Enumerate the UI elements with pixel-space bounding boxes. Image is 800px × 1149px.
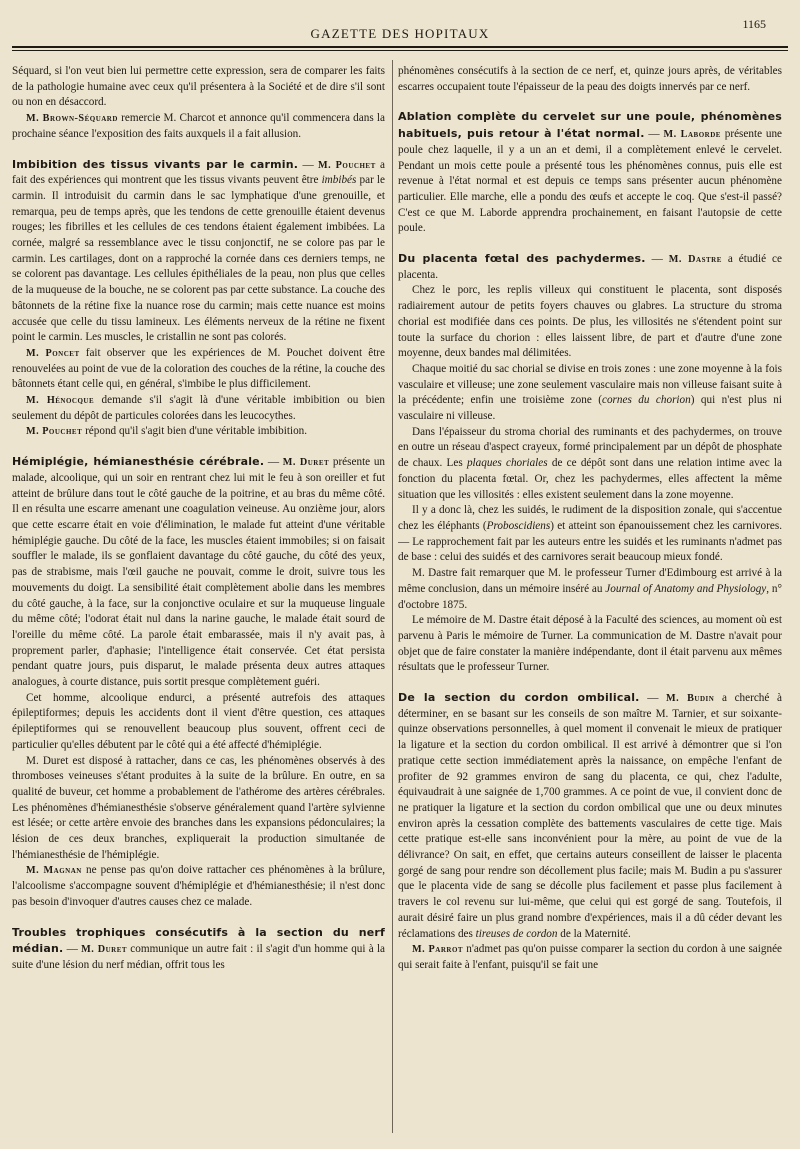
paragraph: [398, 503, 782, 566]
article-continuation-charcot: [12, 64, 385, 143]
paragraph-text: présente une poule chez laquelle, il y a un an et demi, il a complètement enlevé le cervelet. Pendant un mois cette poule a présenté tous les phénomènes connus, puis elle est revenue à l'état normal et est depuis ce temps sans présenter aucun phénomène particulier. Elle marche, elle a pondu des œufs et accepte le coq. Que s'est-il passé? C'est ce que M. Laborde apprendra prochainement, en faisant l'autopsie de cette poule.: [398, 128, 782, 235]
paragraph-text: a cherché à déterminer, en se basant sur les conseils de son maître M. Tarnier, et sur soixante-quinze observations personnelles, à quel moment il convenait le mieux de pratiquer la ligature et la section du cordon ombilical. Il est arrivé à démontrer que si l'on pratique cette section immédiatement après la naissance, on empêche l'enfant de profiter de 92 grammes environ de sang du placenta, ce qui, chez l'adulte, équivaudrait à une saignée de 1,700 grammes. A ce point de vue, il convient donc de ne pratiquer la ligature et la section du cordon ombilical que une ou deux minutes environ après la cessation complète des battements vasculaires de cette tige. Mais cette pratique est-elle sans inconvénient pour la mère, au point de vue de la délivrance? On sait, en effet, que certains auteurs conseillent de laisser le placenta gorgé de sang pour rendre son décollement plus facile; mais M. Budin a pu s'assurer que le placenta vide de sang se décolle plus facilement et passe plus facilement à travers le col revenu sur lui-même, que celui qui est gorgé de sang. Toutefois, il aurait désiré faire un plus grand nombre d'expériences, mais il a dû céder devant les réclamations des: [398, 692, 782, 940]
paragraph-text: présente un malade, alcoolique, qui un soir en rentrant chez lui mit le feu à son oreiller et fut atteint de brûlure dans tout le côté gauche de la poitrine, et au bras du même côté. Il en résulta une escarre amenant une coagulation veineuse. Au onzième jour, alors que cette escarre était en voie d'élimination, le malade fut atteint d'une véritable hémiplégie gauche. Du côté de la face, les muscles étaient immobiles; si on faisait souffler le malade, ils se gonflaient davantage du côté gauche, du côté des yeux, pas de strabisme, mais l'œil gauche ne pouvait, comme le droit, suivre tous les mouvements du doigt. La sensibilité était complètement abolie dans les membres du côté gauche, à la face, sur la conjonctive oculaire et sur la muqueuse linguale du même côté; l'odorat était nul dans la narine gauche, le malade était sourd de l'oreille du même côté. La parole était embarassée, mais il n'y avait pas, à proprement parler, d'aphasie; l'intelligence était conservée. Cet état persista pendant quatre jours, puis disparut, le malade présenta deux autres attaques analogues, à courte distance, puis sortit presque complètement guéri.: [12, 456, 385, 689]
paragraph: [398, 362, 782, 425]
left-column: [12, 64, 385, 1139]
article-troubles-continuation: [398, 64, 782, 95]
article-title: De la section du cordon ombilical.: [398, 691, 640, 705]
paragraph: [398, 942, 782, 973]
paragraph: [12, 925, 385, 974]
speaker-name: M. Pouchet: [26, 426, 83, 438]
speaker-name: M. Magnan: [26, 865, 82, 877]
emphasis-text: Proboscidiens: [486, 519, 551, 532]
title-dash: —: [63, 943, 82, 956]
article-title: Ablation complète du cervelet sur une poule, phénomènes habituels, puis retour à l'état normal.: [398, 110, 782, 141]
paragraph: [398, 690, 782, 942]
speaker-name: M. Poncet: [26, 347, 80, 359]
paragraph: [12, 454, 385, 691]
paragraph-text: Dans l'épaisseur du stroma chorial des ruminants et des pachydermes, on trouve en outre un réseau d'aspect crayeux, formé principalement par un dépôt de phosphate de chaux. Les: [398, 425, 782, 470]
emphasis-text: tireuses de cordon: [475, 927, 558, 940]
paragraph-text: Il y a donc là, chez les suidés, le rudiment de la disposition zonale, qui s'accentue chez les éléphants (: [398, 504, 782, 532]
paragraph-text: de ce dépôt sont dans une relation intime avec la fonction du placenta fœtal. Or, chez les pachydermes, elles affectent la même situation que les villosités : elles existent seulement dans la zone moyenne.: [398, 457, 782, 501]
paragraph: [398, 566, 782, 613]
speaker-name: M. Duret: [81, 944, 128, 956]
speaker-name: M. Dastre: [668, 254, 722, 266]
paragraph: [398, 251, 782, 283]
speaker-name: M. Pouchet: [317, 159, 376, 171]
article-title: Du placenta fœtal des pachydermes.: [398, 252, 646, 266]
paragraph: M. Duret est disposé à rattacher, dans ce cas, les phénomènes observés à des thromboses veineuses s'étant produites à la suite de la brûlure. En outre, en sa qualité de buveur, cet homme a probablement de l'athérome des artères cérébrales. Les phénomènes d'hémianesthésie s'observe généralement quand l'artère sylvienne est lésée; or cette artère envoie des branches dans les expansions pédonculaires; la lésion de ces deux branches, expliquerait la production simultanée de l'hémianesthésie de l'hémiplégie.: [12, 754, 385, 861]
paragraph-text: par le carmin. Il introduisit du carmin dans le sac lymphatique d'une grenouille, et remarqua, peu de temps après, que les tendons de cette grenouille étaient devenus rouges; les fibrilles et les cellules de ces tendons étaient également imbibées. La cornée, malgré sa ressemblance avec le tissu conjonctif, ne se colore pas par le carmin. Les cartilages, dont on a rapproché la cornée dans ces derniers temps, ne se colorent pas davantage. Les cellules épithéliales de la peau, non plus que celles de la muqueuse de la bouche, ne se colorent pas par cette substance. La couche des bâtonnets de la rétine fixe la nuance rose du carmin; mais cette nuance est moins accusée que celle du tissu lamineux. Les éléments nerveux de la rétine ne fixent point le carmin. Les muscles, le cristallin ne sont pas colorés.: [12, 174, 385, 344]
paragraph-text: fait observer que les expériences de M. Pouchet doivent être renouvelées au point de vue de la coloration des couches de la rétine, la couche des bâtonnets étant celle qui, en général, s'imbibe le plus difficilement.: [12, 346, 385, 391]
emphasis-text: imbibés: [321, 174, 357, 187]
speaker-name: M. Parrot: [412, 944, 464, 956]
article-hemiplegie: [12, 454, 385, 910]
speaker-name: M. Brown-Séquard: [26, 113, 118, 125]
title-dash: —: [264, 456, 283, 469]
article-title: Imbibition des tissus vivants par le carmin.: [12, 157, 299, 171]
page-header: [0, 0, 800, 60]
emphasis-text: plaques choriales: [466, 457, 548, 470]
article-cordon-ombilical: [398, 690, 782, 974]
right-column: [398, 64, 782, 1139]
emphasis-text: Journal of Anatomy and Physiology: [605, 582, 767, 595]
paragraph-text: ) qui n'est plus ni vasculaire ni villeuse.: [398, 394, 782, 423]
paragraph-text: remercie M. Charcot et annonce qu'il commencera dans la prochaine séance l'exposition des faits auxquels il a fait allusion.: [12, 112, 385, 140]
paragraph-text: Chaque moitié du sac chorial se divise en trois zones : une zone moyenne à la fois vasculaire et villeuse; une zone seulement vasculaire mais non villeuse faisant suite à la précédente; enfin une troisième zone (: [398, 362, 782, 407]
paragraph-text: , n° d'octobre 1875.: [398, 582, 782, 611]
paragraph-text: ne pense pas qu'on doive rattacher ces phénomènes à la brûlure, l'alcoolisme s'accompagne souvent d'hémiplégie et d'hémianesthésie; il n'est donc pas besoin d'invoquer d'autres causes chez ce malade.: [12, 864, 385, 908]
article-title: Troubles trophiques consécutifs à la section du nerf médian.: [12, 925, 385, 956]
emphasis-text: cornes du chorion: [602, 394, 691, 407]
paragraph: [12, 346, 385, 393]
paragraph-text: M. Dastre fait remarquer que M. le professeur Turner d'Edimbourg est arrivé à la même conclusion, dans un mémoire inséré au: [398, 567, 782, 595]
paragraph: [12, 863, 385, 910]
paragraph-text: communique un autre fait : il s'agit d'un homme qui à la suite d'une lésion du nerf médian, offrit tous les: [12, 943, 385, 971]
article-title: Hémiplégie, hémianesthésie cérébrale.: [12, 455, 265, 469]
paragraph-text: a fait des expériences qui montrent que les tissus vivants peuvent être: [12, 158, 385, 187]
title-dash: —: [639, 692, 667, 705]
article-placenta: [398, 251, 782, 676]
paragraph-text: de la Maternité.: [557, 927, 631, 940]
speaker-name: M. Laborde: [663, 129, 721, 141]
paragraph: [398, 109, 782, 237]
article-ablation-cervelet: [398, 109, 782, 237]
paragraph: phénomènes consécutifs à la section de ce nerf, et, quinze jours après, de véritables escarres occupaient toute l'épaisseur de la peau des doigts innervés par ce nerf.: [398, 65, 782, 93]
speaker-name: M. Hénocque: [26, 395, 95, 407]
paragraph: [12, 111, 385, 142]
paragraph: [12, 157, 385, 346]
paragraph-text: n'admet pas qu'on puisse comparer la section du cordon à une saignée qui serait faite à l'enfant, puisqu'il se fait une: [398, 943, 782, 971]
title-dash: —: [645, 253, 669, 266]
paragraph: Cet homme, alcoolique endurci, a présenté autrefois des attaques épileptiformes; depuis les accidents dont il vient d'être question, ces attaques épileptiformes qui se renouvellent beaucoup plus souvent, offrent ceci de particulier qu'elles débutent par le côté qui a été affecté d'hémiplégie.: [12, 691, 385, 751]
paragraph-text: a étudié ce placenta.: [398, 253, 782, 281]
paragraph: Chez le porc, les replis villeux qui constituent le placenta, sont disposés radiairement autour de petits foyers chauves ou glabres. La structure du stroma chorial est modifiée dans ces points. De plus, les villosités ne s'étendent point sur toute la surface du chorion : elles laissent libre, de part et d'autre d'une zone moyenne, deux bandes mal délimitées.: [398, 284, 782, 360]
journal-title: GAZETTE DES HOPITAUX: [310, 26, 490, 41]
paragraph-text: répond qu'il s'agit bien d'une véritable imbibition.: [82, 425, 308, 438]
paragraph: Le mémoire de M. Dastre était déposé à la Faculté des sciences, au moment où est parvenu à Paris le mémoire de Turner. La communication de M. Dastre n'avait pour objet que de faire constater la manière indépendante, dont il était parvenu aux mêmes résultats que le professeur Turner.: [398, 614, 782, 674]
paragraph: [12, 424, 385, 440]
page-number: 1165: [742, 17, 766, 31]
header-rule: [12, 46, 788, 51]
article-troubles-trophiques: [12, 925, 385, 974]
paragraph: [398, 425, 782, 504]
speaker-name: M. Duret: [282, 457, 330, 469]
speaker-name: M. Budin: [666, 693, 715, 705]
paragraph: Séquard, si l'on veut bien lui permettre cette expression, sera de comparer les faits de la pathologie humaine avec ceux qu'il présentera à la Société et de dire s'il sont ou non en désaccord.: [12, 65, 385, 109]
paragraph: [12, 393, 385, 424]
column-divider: [392, 60, 393, 1133]
paragraph-text: demande s'il s'agit là d'une véritable imbibition ou bien seulement du dépôt de particules colorées dans les leucocythes.: [12, 394, 385, 422]
paragraph-text: ) et atteint son épanouissement chez les carnivores. — Le rapprochement fait par les auteurs entre les suidés et les ruminants n'admet pas de base : celui des suidés et des carnivores serait beaucoup mieux fondé.: [398, 519, 782, 564]
title-dash: —: [644, 128, 664, 141]
title-dash: —: [298, 158, 318, 171]
article-imbibition: [12, 157, 385, 441]
